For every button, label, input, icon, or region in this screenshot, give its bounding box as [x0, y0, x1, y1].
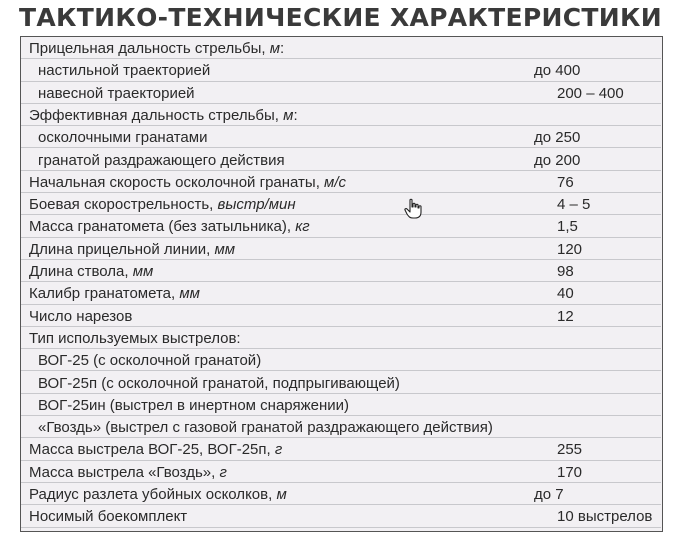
spec-label-text: Калибр гранатомета,: [29, 285, 180, 303]
spec-row: [21, 104, 661, 126]
spec-row: [21, 372, 661, 394]
spec-label-text: осколочными гранатами: [38, 129, 208, 147]
spec-label-tail: :: [280, 40, 285, 57]
spec-row: [21, 37, 661, 59]
spec-row: [21, 327, 661, 349]
spec-value: 170: [557, 463, 583, 481]
spec-value: до 200: [534, 151, 581, 169]
spec-label: [38, 62, 210, 79]
spec-value: 10 выстрелов: [557, 508, 653, 526]
spec-label: [38, 419, 493, 436]
spec-unit: выстр/мин: [217, 196, 296, 214]
spec-label-text: ВОГ-25 (с осколочной гранатой): [38, 352, 262, 370]
spec-row: [21, 82, 661, 104]
spec-unit: м: [269, 40, 281, 57]
spec-label-text: ВОГ-25ин (выстрел в инертном снаряжении): [38, 396, 349, 414]
spec-label: [29, 40, 284, 57]
spec-label: [29, 464, 227, 481]
spec-row: [21, 505, 661, 527]
spec-label: [29, 263, 153, 280]
spec-table: [20, 36, 663, 532]
spec-label: [29, 508, 187, 525]
spec-label-text: настильной траекторией: [38, 62, 211, 80]
spec-label-tail: :: [293, 106, 298, 124]
spec-value: до 250: [534, 129, 581, 147]
spec-label: [38, 85, 195, 102]
spec-label-text: навесной траекторией: [38, 84, 195, 102]
spec-label: [38, 129, 207, 146]
spec-value: 98: [557, 263, 574, 280]
spec-row: [21, 349, 661, 371]
spec-row: [21, 394, 661, 416]
spec-value: 76: [557, 173, 574, 191]
spec-row: [21, 215, 661, 237]
spec-unit: мм: [132, 263, 154, 280]
spec-row: [21, 149, 661, 171]
spec-label-text: Тип используемых выстрелов:: [29, 329, 241, 347]
spec-row: [21, 416, 661, 438]
spec-value: 4 – 5: [557, 196, 591, 214]
spec-label: [38, 152, 285, 169]
spec-row: [21, 171, 661, 193]
spec-label: [38, 375, 400, 392]
spec-label-text: Масса гранатомета (без затыльника),: [29, 218, 296, 236]
spec-label: [38, 352, 261, 369]
spec-unit: м: [283, 106, 294, 124]
spec-row: [21, 305, 661, 327]
spec-row: [21, 260, 661, 282]
spec-label-text: Число нарезов: [29, 307, 133, 325]
spec-row: [21, 438, 661, 460]
spec-label: [29, 330, 241, 347]
spec-row: [21, 238, 661, 260]
spec-label-text: Прицельная дальность стрельбы,: [29, 40, 270, 57]
spec-label-text: Радиус разлета убойных осколков,: [29, 486, 277, 503]
spec-label-text: «Гвоздь» (выстрел с газовой гранатой раздражающего действия): [38, 419, 493, 437]
spec-label-text: гранатой раздражающего действия: [38, 151, 285, 169]
spec-value: 12: [557, 307, 574, 325]
spec-value: 200 – 400: [557, 84, 624, 102]
spec-row: [21, 59, 661, 81]
spec-row: [21, 193, 661, 215]
spec-label: [29, 308, 132, 325]
spec-value: до 400: [534, 62, 581, 80]
spec-label: [29, 241, 235, 258]
spec-label-text: Длина прицельной линии,: [29, 240, 215, 258]
spec-label: [29, 218, 310, 235]
page-title: ТАКТИКО-ТЕХНИЧЕСКИЕ ХАРАКТЕРИСТИКИ: [19, 3, 662, 32]
spec-row: [21, 126, 661, 148]
spec-label: [29, 486, 287, 503]
spec-label: [29, 441, 282, 458]
hand-pointer-icon: [403, 198, 423, 220]
spec-unit: мм: [214, 240, 236, 258]
spec-label-text: Длина ствола,: [29, 263, 133, 280]
spec-row: [21, 483, 661, 505]
spec-unit: мм: [179, 285, 200, 303]
spec-label-text: Эффективная дальность стрельбы,: [29, 106, 284, 124]
spec-label-text: ВОГ-25п (с осколочной гранатой, подпрыгивающей): [38, 374, 400, 392]
spec-unit: м: [276, 486, 287, 503]
spec-unit: кг: [295, 218, 310, 236]
spec-label-text: Масса выстрела ВОГ-25, ВОГ-25п,: [29, 441, 275, 459]
spec-value: 255: [557, 441, 583, 459]
spec-label-text: Начальная скорость осколочной гранаты,: [29, 173, 325, 191]
spec-label-text: Масса выстрела «Гвоздь»,: [29, 463, 220, 481]
spec-value: до 7: [534, 486, 564, 503]
spec-unit: г: [274, 441, 283, 459]
spec-label: [38, 397, 349, 414]
spec-value: 1,5: [557, 218, 578, 236]
spec-label-text: Боевая скорострельность,: [29, 196, 218, 214]
spec-value: 120: [557, 240, 583, 258]
spec-unit: г: [219, 463, 227, 481]
spec-row: [21, 282, 661, 304]
spec-unit: м/с: [324, 173, 346, 191]
spec-label: [29, 174, 346, 191]
spec-label: [29, 285, 200, 302]
spec-label: [29, 107, 298, 124]
spec-value: 40: [557, 285, 574, 303]
spec-label-text: Носимый боекомплект: [29, 508, 188, 526]
spec-row: [21, 461, 661, 483]
spec-label: [29, 196, 296, 213]
